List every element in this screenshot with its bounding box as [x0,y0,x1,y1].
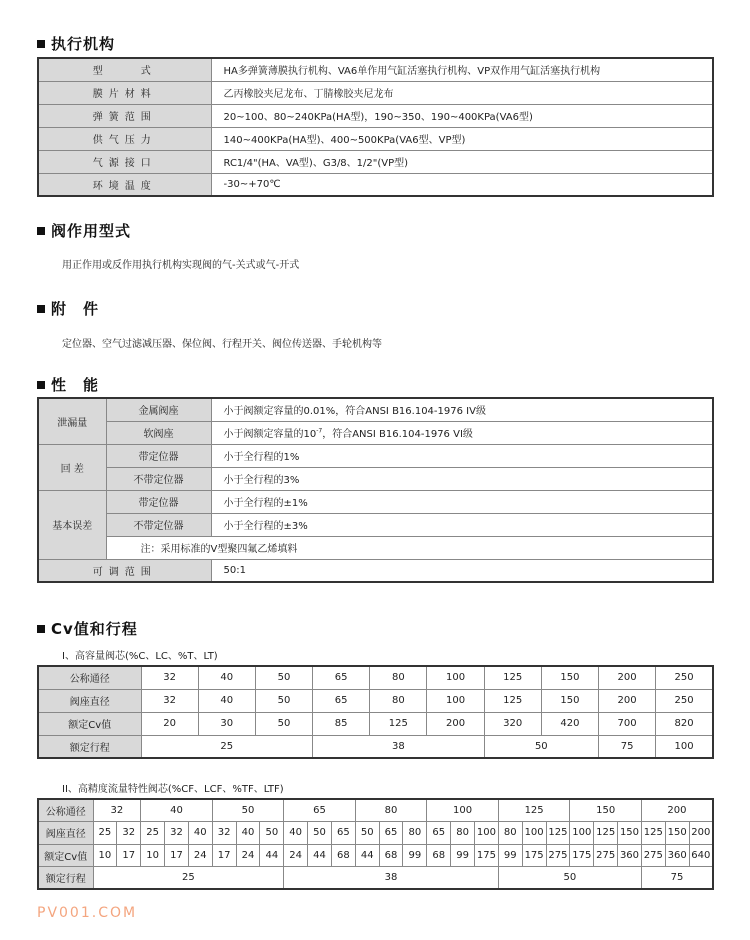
performance-table [37,397,714,583]
square-bullet-icon [37,305,45,313]
section-title-performance [37,374,99,395]
section-title-action [37,220,131,241]
cell-seat: 150 [618,822,642,845]
table-row [38,81,713,104]
error-without-value: 小于全行程的±3% [211,513,713,536]
soft-seat-value [211,421,713,444]
section-title-text: 阀作用型式 [51,222,132,240]
table-row [38,467,713,490]
cell-seat: 125 [641,822,665,845]
row-label: 膜片材料 [38,81,211,104]
cell-nominal: 80 [370,666,427,689]
cell-seat: 125 [546,822,570,845]
cell-nominal: 125 [484,666,541,689]
cell-seat: 65 [427,822,451,845]
cell-seat: 40 [236,822,260,845]
cell-cv: 820 [656,712,713,735]
cell-cv: 640 [689,844,713,867]
cell-cv: 17 [117,844,141,867]
cell-nominal: 250 [656,666,713,689]
cell-seat: 50 [255,689,312,712]
packing-note: 注：采用标准的V型聚四氟乙烯填料 [106,536,713,559]
cell-cv: 10 [93,844,117,867]
cell-seat: 50 [308,822,332,845]
row-value: 乙丙橡胶夹尼龙布、丁腈橡胶夹尼龙布 [211,81,713,104]
cell-cv: 68 [379,844,403,867]
metal-seat-label: 金属阀座 [106,398,211,421]
table-row [38,689,713,712]
cell-seat: 40 [188,822,212,845]
table-row [38,490,713,513]
cell-cv: 360 [665,844,689,867]
cell-cv: 360 [618,844,642,867]
table-row [38,844,713,867]
cell-cv: 320 [484,712,541,735]
section-title-accessories [37,298,99,319]
soft-seat-label: 软阀座 [106,421,211,444]
soft-value-post: ，符合ANSI B16.104-1976 VI级 [322,429,473,440]
cell-seat: 50 [260,822,284,845]
cell-cv: 275 [641,844,665,867]
cv1-subtitle: I、高容量阀芯(%C、LC、%T、LT) [62,651,218,662]
row-value: -30~+70℃ [211,173,713,196]
action-description: 用正作用或反作用执行机构实现阀的气-关式或气-开式 [62,260,300,271]
cell-cv: 275 [594,844,618,867]
cell-seat: 100 [427,689,484,712]
section-title-text: 附 件 [51,300,100,318]
soft-value-pre: 小于阀额定容量的10 [223,429,317,440]
row-label: 环境温度 [38,173,211,196]
cell-cv: 68 [427,844,451,867]
row-label: 额定行程 [38,867,93,890]
cell-cv: 700 [599,712,656,735]
section-title-cv [37,618,138,639]
error-with-value: 小于全行程的±1% [211,490,713,513]
cell-nominal: 40 [141,799,213,822]
table-row [38,444,713,467]
square-bullet-icon [37,40,45,48]
table-row [38,513,713,536]
row-label: 供气压力 [38,127,211,150]
cell-seat: 150 [541,689,598,712]
cell-seat: 65 [331,822,355,845]
cell-nominal: 80 [355,799,427,822]
table-row [38,398,713,421]
row-value: 20~100、80~240KPa(HA型)，190~350、190~400KPa(VA6型) [211,104,713,127]
cell-cv: 10 [141,844,165,867]
accessories-description: 定位器、空气过滤减压器、保位阀、行程开关、阀位传送器、手轮机构等 [62,339,382,350]
row-label: 弹簧范围 [38,104,211,127]
cell-cv: 175 [522,844,546,867]
cell-stroke: 50 [498,867,641,890]
hysteresis-label: 回 差 [38,444,106,490]
cell-cv: 420 [541,712,598,735]
cell-seat: 125 [484,689,541,712]
hysteresis-with-value: 小于全行程的1% [211,444,713,467]
cell-nominal: 65 [313,666,370,689]
cell-cv: 175 [570,844,594,867]
cell-seat: 32 [141,689,198,712]
table-row [38,867,713,890]
cell-stroke: 75 [599,735,656,758]
range-value: 50:1 [211,559,713,582]
table-row [38,822,713,845]
cell-cv: 24 [236,844,260,867]
row-label: 阀座直径 [38,822,93,845]
cell-seat: 200 [599,689,656,712]
cell-seat: 40 [284,822,308,845]
soft-value-exponent: -7 [316,427,323,435]
cell-cv: 20 [141,712,198,735]
cell-cv: 30 [198,712,255,735]
row-label: 额定行程 [38,735,141,758]
cell-seat: 100 [570,822,594,845]
cell-cv: 99 [403,844,427,867]
without-positioner-label: 不带定位器 [106,467,211,490]
cell-cv: 24 [188,844,212,867]
cell-stroke: 50 [484,735,598,758]
cell-nominal: 32 [93,799,141,822]
table-row [38,712,713,735]
cell-seat: 250 [656,689,713,712]
cell-seat: 80 [451,822,475,845]
cell-seat: 32 [212,822,236,845]
cell-stroke: 38 [284,867,499,890]
row-label: 公称通径 [38,799,93,822]
cell-nominal: 65 [284,799,356,822]
cell-cv: 44 [308,844,332,867]
cell-stroke: 75 [641,867,713,890]
cell-nominal: 40 [198,666,255,689]
cell-seat: 125 [594,822,618,845]
without-positioner-label: 不带定位器 [106,513,211,536]
table-row [38,104,713,127]
cell-nominal: 32 [141,666,198,689]
cell-nominal: 150 [570,799,642,822]
cell-nominal: 200 [599,666,656,689]
square-bullet-icon [37,227,45,235]
square-bullet-icon [37,381,45,389]
table-row [38,536,713,559]
hysteresis-without-value: 小于全行程的3% [211,467,713,490]
cell-stroke: 38 [313,735,485,758]
row-value: RC1/4"(HA、VA型)、G3/8、1/2"(VP型) [211,150,713,173]
cell-stroke: 25 [93,867,284,890]
cell-nominal: 100 [427,799,499,822]
cell-seat: 32 [165,822,189,845]
row-label: 型 式 [38,58,211,81]
table-row [38,58,713,81]
cell-nominal: 50 [255,666,312,689]
table-row [38,150,713,173]
row-label: 公称通径 [38,666,141,689]
range-label: 可调范围 [38,559,211,582]
table-row [38,127,713,150]
cell-nominal: 200 [641,799,713,822]
cell-cv: 175 [475,844,499,867]
row-value: 140~400KPa(HA型)、400~500KPa(VA6型、VP型) [211,127,713,150]
cell-nominal: 50 [212,799,284,822]
metal-seat-value: 小于阀额定容量的0.01%，符合ANSI B16.104-1976 IV级 [211,398,713,421]
cell-seat: 65 [313,689,370,712]
cell-cv: 125 [370,712,427,735]
row-label: 额定Cv值 [38,712,141,735]
cell-seat: 150 [665,822,689,845]
actuator-table [37,57,714,197]
cell-seat: 40 [198,689,255,712]
cell-cv: 44 [355,844,379,867]
cell-nominal: 150 [541,666,598,689]
with-positioner-label: 带定位器 [106,490,211,513]
section-title-text: 性 能 [51,376,100,394]
cell-seat: 80 [403,822,427,845]
table-row [38,559,713,582]
cell-seat: 200 [689,822,713,845]
cell-cv: 200 [427,712,484,735]
cell-seat: 80 [370,689,427,712]
watermark-logo: PV001.COM [37,905,138,921]
leak-label: 泄漏量 [38,398,106,444]
cell-cv: 17 [212,844,236,867]
cell-cv: 44 [260,844,284,867]
section-title-text: Cv值和行程 [51,620,138,638]
table-row [38,173,713,196]
basic-error-label: 基本误差 [38,490,106,559]
cell-seat: 25 [141,822,165,845]
table-row [38,735,713,758]
cell-seat: 65 [379,822,403,845]
section-title-actuator [37,33,115,54]
cell-nominal: 100 [427,666,484,689]
with-positioner-label: 带定位器 [106,444,211,467]
cell-nominal: 125 [498,799,570,822]
table-row [38,799,713,822]
cell-seat: 100 [522,822,546,845]
cell-seat: 25 [93,822,117,845]
cell-cv: 68 [331,844,355,867]
cell-stroke: 100 [656,735,713,758]
cell-seat: 100 [475,822,499,845]
row-value: HA多弹簧薄膜执行机构、VA6单作用气缸活塞执行机构、VP双作用气缸活塞执行机构 [211,58,713,81]
row-label: 气源接口 [38,150,211,173]
cell-cv: 275 [546,844,570,867]
cell-cv: 85 [313,712,370,735]
row-label: 额定Cv值 [38,844,93,867]
row-label: 阀座直径 [38,689,141,712]
table-row [38,421,713,444]
cell-cv: 99 [451,844,475,867]
cell-cv: 24 [284,844,308,867]
section-title-text: 执行机构 [51,35,116,53]
cell-stroke: 25 [141,735,313,758]
cell-cv: 50 [255,712,312,735]
cell-seat: 32 [117,822,141,845]
cell-seat: 50 [355,822,379,845]
cv2-subtitle: II、高精度流量特性阀芯(%CF、LCF、%TF、LTF) [62,784,284,795]
cell-cv: 99 [498,844,522,867]
cell-seat: 80 [498,822,522,845]
table-row [38,666,713,689]
cell-cv: 17 [165,844,189,867]
cv-high-capacity-table [37,665,714,759]
cv-high-precision-table [37,798,714,890]
square-bullet-icon [37,625,45,633]
